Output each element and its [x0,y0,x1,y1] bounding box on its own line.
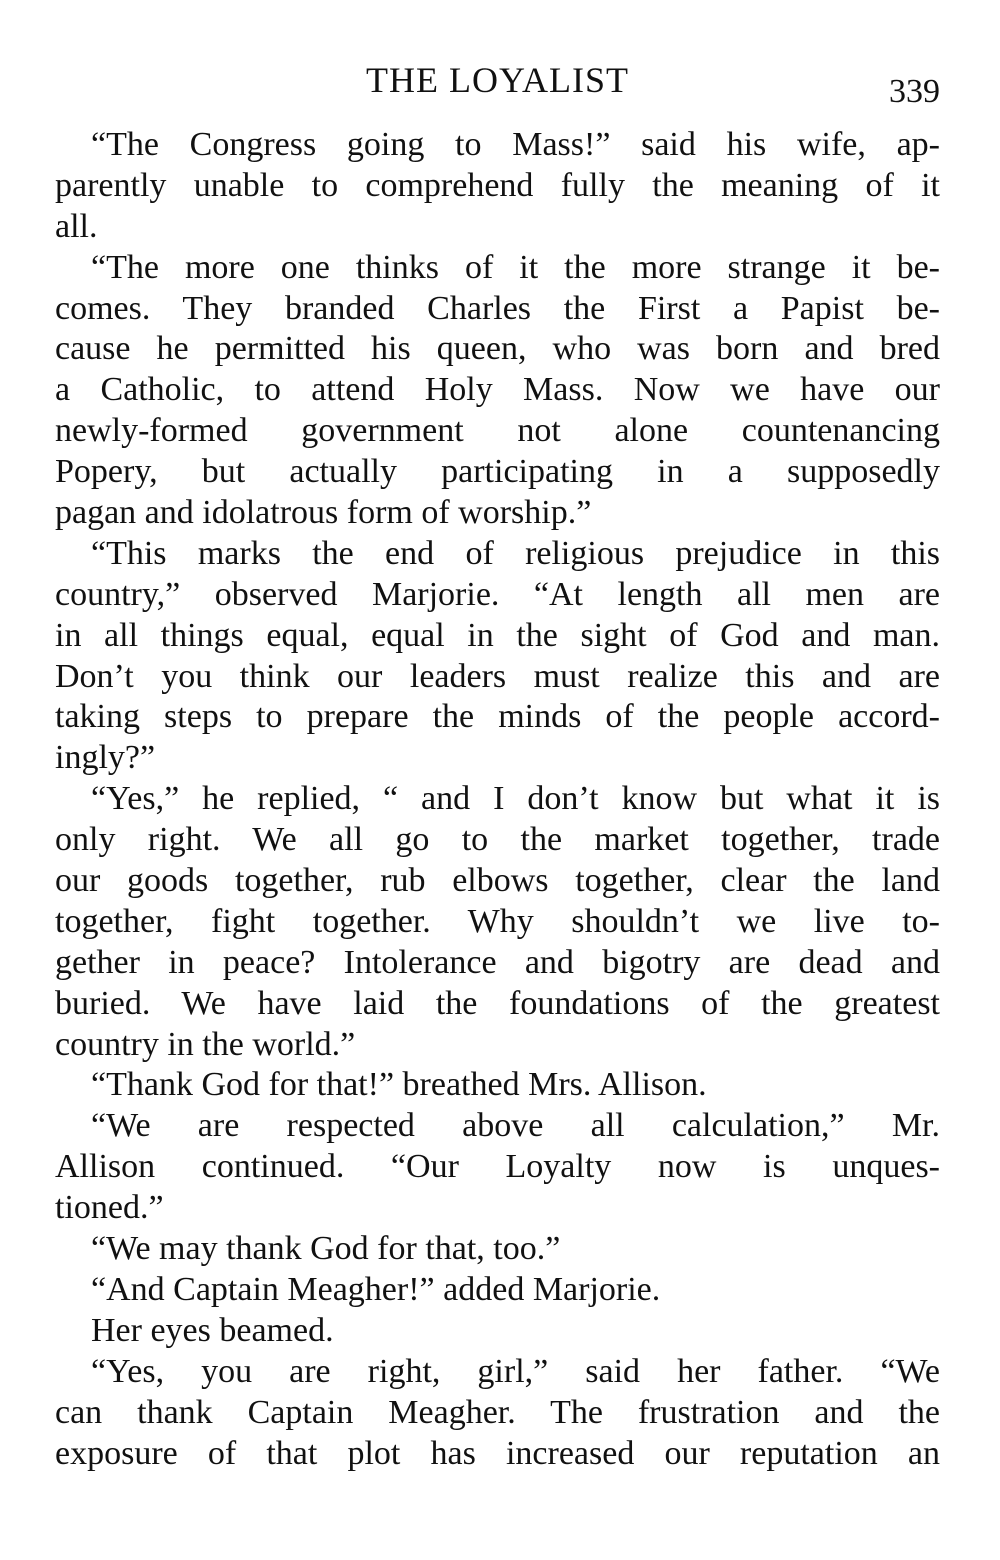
text-line: all. [55,207,98,245]
text-line: comes. They branded Charles the First a Papist be- [55,289,940,327]
text-line: together, fight together. Why shouldn’t we live to- [55,902,940,940]
text-line: “We are respected above all calculation,” Mr. [91,1107,940,1145]
text-line: in all things equal, equal in the sight of God and man. [55,616,940,654]
text-line: country in the world.” [55,1025,356,1063]
text-line: our goods together, rub elbows together, clear the land [55,862,940,900]
text-line: Allison continued. “Our Loyalty now is unques- [55,1148,940,1186]
text-line: only right. We all go to the market together, trade [55,821,940,859]
text-line: exposure of that plot has increased our reputation an [55,1434,940,1472]
text-line: Don’t you think our leaders must realize this and are [55,657,940,695]
text-line: country,” observed Marjorie. “At length all men are [55,575,940,613]
text-line: Her eyes beamed. [91,1311,334,1349]
running-head [55,58,940,108]
text-line: taking steps to prepare the minds of the people accord- [55,698,940,736]
text-line: “Thank God for that!” breathed Mrs. Allison. [91,1066,707,1104]
text-line: buried. We have laid the foundations of the greatest [55,984,940,1022]
text-line: a Catholic, to attend Holy Mass. Now we have our [55,371,940,409]
text-line: “Yes, you are right, girl,” said her father. “We [91,1352,940,1390]
text-line: “This marks the end of religious prejudice in this [91,534,940,572]
text-line: tioned.” [55,1189,164,1227]
text-line: “The Congress going to Mass!” said his wife, ap- [91,126,940,163]
page-number: 339 [889,73,940,110]
text-line: can thank Captain Meagher. The frustration and the [55,1393,940,1431]
text-line: pagan and idolatrous form of worship.” [55,494,592,532]
text-line: “And Captain Meagher!” added Marjorie. [91,1270,661,1308]
text-line: newly-formed government not alone countenancing [55,412,940,450]
running-head-title: THE LOYALIST [366,60,629,100]
text-line: parently unable to comprehend fully the meaning of it [55,166,940,204]
text-line: Popery, but actually participating in a supposedly [55,453,940,491]
text-line: “We may thank God for that, too.” [91,1230,561,1268]
body-text [55,125,940,1474]
text-line: “Yes,” he replied, “ and I don’t know but what it is [91,780,940,818]
text-line: “The more one thinks of it the more strange it be- [91,248,940,286]
text-line: gether in peace? Intolerance and bigotry are dead and [55,943,940,981]
text-line: ingly?” [55,739,156,777]
text-line: cause he permitted his queen, who was born and bred [55,330,940,368]
